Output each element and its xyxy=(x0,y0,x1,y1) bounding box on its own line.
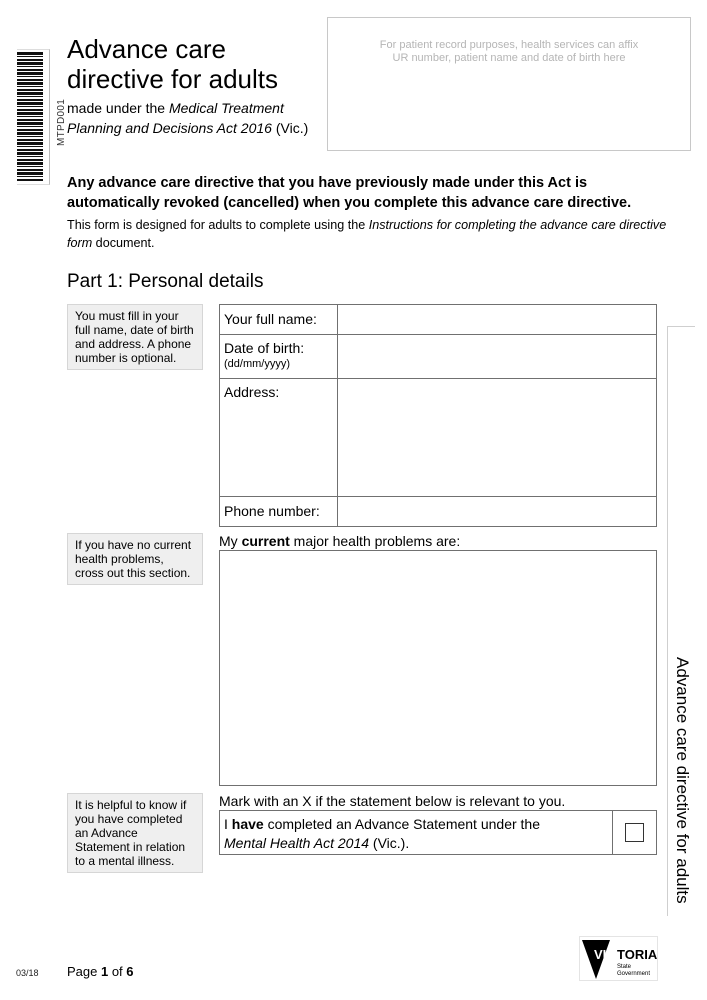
subtitle-suffix: (Vic.) xyxy=(271,120,309,136)
row-date-of-birth xyxy=(220,335,657,379)
address-cell xyxy=(338,379,657,497)
health-label-suffix: major health problems are: xyxy=(289,533,461,549)
title-line-2: directive for adults xyxy=(67,64,278,94)
address-label: Address: xyxy=(220,379,338,497)
patient-box-line-2: UR number, patient name and date of birth here xyxy=(392,52,626,64)
dob-label: Date of birth: xyxy=(224,340,305,356)
title-line-1: Advance care xyxy=(67,34,226,64)
barcode xyxy=(17,49,67,185)
logo-government: Government xyxy=(617,971,651,977)
full-name-cell xyxy=(338,305,657,335)
dob-format-hint: (dd/mm/yyyy) xyxy=(224,358,290,370)
hint-personal-details: You must fill in your full name, date of birth and address. A phone number is optional. xyxy=(67,304,203,370)
hint-advance-statement: It is helpful to know if you have completed an Advance Statement in relation to a mental illness. xyxy=(67,793,203,873)
health-problems-label xyxy=(219,532,460,550)
statement-mid: completed an Advance Statement under the xyxy=(263,816,540,832)
full-name-input[interactable] xyxy=(338,305,656,334)
victoria-logo-icon xyxy=(580,937,657,980)
subtitle-act: Medical Treatment Planning and Decisions Act 2016 xyxy=(67,100,284,136)
barcode-bars xyxy=(17,52,43,182)
row-full-name xyxy=(220,305,657,335)
intro-prefix: This form is designed for adults to complete using the xyxy=(67,218,369,232)
barcode-code: MTPD001 xyxy=(56,98,67,146)
advance-statement-text xyxy=(220,811,613,854)
advance-statement-checkbox[interactable] xyxy=(625,823,644,842)
page-current: 1 xyxy=(100,964,109,979)
revocation-warning: Any advance care directive that you have previously made under this Act is automatically revoked (cancelled) when you complete this advance care directive. xyxy=(67,175,632,211)
document-subtitle xyxy=(67,98,327,138)
address-input[interactable] xyxy=(338,379,656,496)
part-1-heading: Part 1: Personal details xyxy=(67,271,264,292)
statement-prefix: I xyxy=(224,816,232,832)
phone-cell xyxy=(338,497,657,527)
page-total: 6 xyxy=(126,964,134,979)
patient-record-label-area xyxy=(327,17,691,151)
advance-statement-check-cell xyxy=(613,811,656,854)
statement-suffix: (Vic.). xyxy=(369,835,410,851)
page-number xyxy=(67,964,134,979)
phone-label: Phone number: xyxy=(220,497,338,527)
document-title xyxy=(67,34,278,94)
dob-cell xyxy=(338,335,657,379)
mark-instruction: Mark with an X if the statement below is relevant to you. xyxy=(219,793,566,809)
health-label-prefix: My xyxy=(219,533,242,549)
form-version-code: 03/18 xyxy=(16,968,39,978)
statement-bold: have xyxy=(231,816,264,832)
logo-state: State xyxy=(617,964,632,970)
dob-input[interactable] xyxy=(338,335,656,378)
health-label-bold: current xyxy=(241,533,290,549)
row-address xyxy=(220,379,657,497)
intro-doc-title: Instructions for completing the advance care directive form xyxy=(67,218,667,250)
page-of: of xyxy=(108,964,127,979)
intro-text xyxy=(67,216,667,252)
victoria-government-logo xyxy=(579,936,658,981)
logo-vic-part: VIC xyxy=(594,947,616,962)
side-tab-label: Advance care directive for adults xyxy=(673,657,692,904)
hint-health-problems: If you have no current health problems, cross out this section. xyxy=(67,533,203,585)
health-problems-box xyxy=(219,550,657,786)
page-prefix: Page xyxy=(67,964,101,979)
dob-label-cell xyxy=(220,335,338,379)
advance-statement-box xyxy=(219,810,657,855)
subtitle-prefix: made under the xyxy=(67,100,169,116)
patient-box-line-1: For patient record purposes, health services can affix xyxy=(379,39,639,51)
row-phone xyxy=(220,497,657,527)
statement-act: Mental Health Act 2014 xyxy=(224,835,370,851)
logo-toria-part: TORIA xyxy=(617,947,657,962)
side-tab xyxy=(667,326,695,916)
intro-suffix: document. xyxy=(92,236,155,250)
phone-input[interactable] xyxy=(338,497,656,526)
personal-details-table xyxy=(219,304,657,527)
full-name-label: Your full name: xyxy=(220,305,338,335)
health-problems-input[interactable] xyxy=(220,551,656,785)
